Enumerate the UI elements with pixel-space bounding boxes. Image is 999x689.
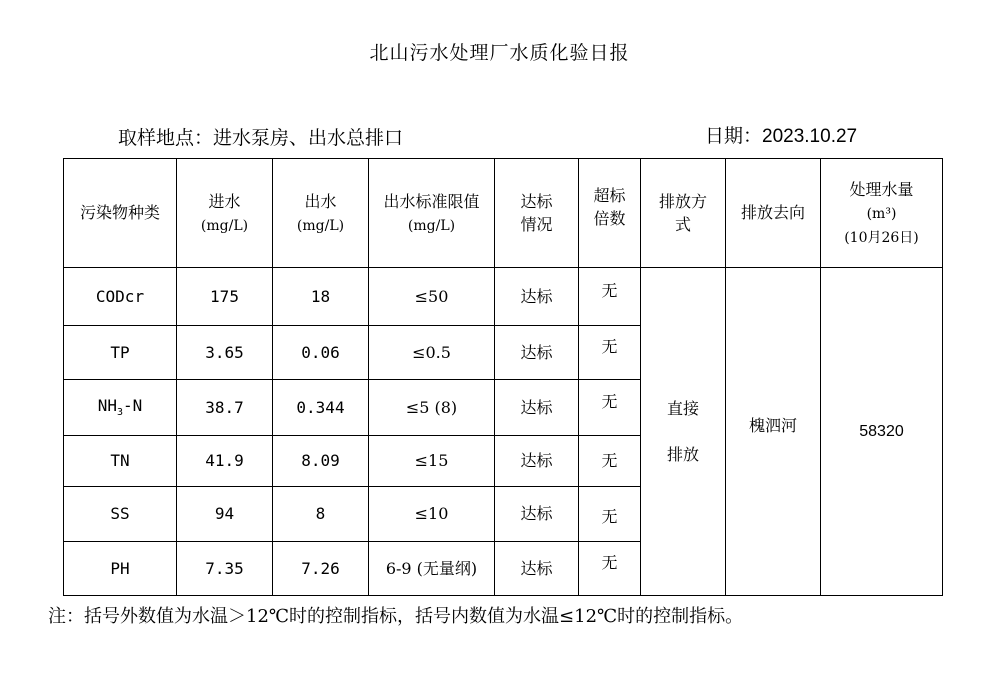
exceed-value: 无 <box>579 436 641 487</box>
status-value: 达标 <box>495 542 579 596</box>
discharge-destination: 槐泗河 <box>726 268 821 596</box>
header-outflow: 出水 (mg/L) <box>273 159 369 268</box>
date-value: 2023.10.27 <box>762 126 858 147</box>
table-row <box>64 268 943 326</box>
inflow-value: 41.9 <box>177 436 273 487</box>
inflow-value: 94 <box>177 487 273 542</box>
outflow-value: 8 <box>273 487 369 542</box>
exceed-value: 无 <box>579 268 641 326</box>
outflow-value: 0.06 <box>273 326 369 380</box>
pollutant-name: SS <box>64 487 177 542</box>
limit-value: ≤50 <box>369 268 495 326</box>
water-quality-table <box>63 158 943 596</box>
header-status: 达标 情况 <box>495 159 579 268</box>
limit-value: ≤10 <box>369 487 495 542</box>
exceed-value: 无 <box>579 326 641 380</box>
pollutant-name: $NH_3-N$ <box>64 380 177 436</box>
status-value: 达标 <box>495 487 579 542</box>
status-value: 达标 <box>495 380 579 436</box>
exceed-value: 无 <box>579 487 641 542</box>
pollutant-name: PH <box>64 542 177 596</box>
outflow-value: 0.344 <box>273 380 369 436</box>
outflow-value: 8.09 <box>273 436 369 487</box>
outflow-value: 7.26 <box>273 542 369 596</box>
discharge-method: 直接 排放 <box>641 268 726 596</box>
pollutant-name: CODcr <box>64 268 177 326</box>
status-value: 达标 <box>495 326 579 380</box>
limit-value: 6-9 (无量纲) <box>369 542 495 596</box>
treated-volume: 58320 <box>821 268 943 596</box>
header-destination: 排放去向 <box>726 159 821 268</box>
status-value: 达标 <box>495 268 579 326</box>
pollutant-name: TP <box>64 326 177 380</box>
limit-value: ≤15 <box>369 436 495 487</box>
pollutant-name: TN <box>64 436 177 487</box>
exceed-value: 无 <box>579 380 641 436</box>
status-value: 达标 <box>495 436 579 487</box>
header-method: 排放方 式 <box>641 159 726 268</box>
report-date <box>705 121 857 148</box>
header-exceed: 超标 倍数 <box>579 159 641 268</box>
footnote: 注：括号外数值为水温＞12℃时的控制指标，括号内数值为水温≤12℃时的控制指标。 <box>48 606 744 627</box>
header-volume: 处理水量 (m³) (10月26日) <box>821 159 943 268</box>
header-row <box>64 159 943 268</box>
limit-value: ≤5 (8) <box>369 380 495 436</box>
header-pollutant: 污染物种类 <box>64 159 177 268</box>
limit-value: ≤0.5 <box>369 326 495 380</box>
header-limit: 出水标准限值 (mg/L) <box>369 159 495 268</box>
date-label: 日期： <box>705 125 763 147</box>
report-title: 北山污水处理厂水质化验日报 <box>369 42 630 64</box>
inflow-value: 38.7 <box>177 380 273 436</box>
outflow-value: 18 <box>273 268 369 326</box>
sampling-location: 取样地点：进水泵房、出水总排口 <box>118 127 404 149</box>
exceed-value: 无 <box>579 542 641 596</box>
inflow-value: 3.65 <box>177 326 273 380</box>
inflow-value: 7.35 <box>177 542 273 596</box>
inflow-value: 175 <box>177 268 273 326</box>
header-inflow: 进水 (mg/L) <box>177 159 273 268</box>
